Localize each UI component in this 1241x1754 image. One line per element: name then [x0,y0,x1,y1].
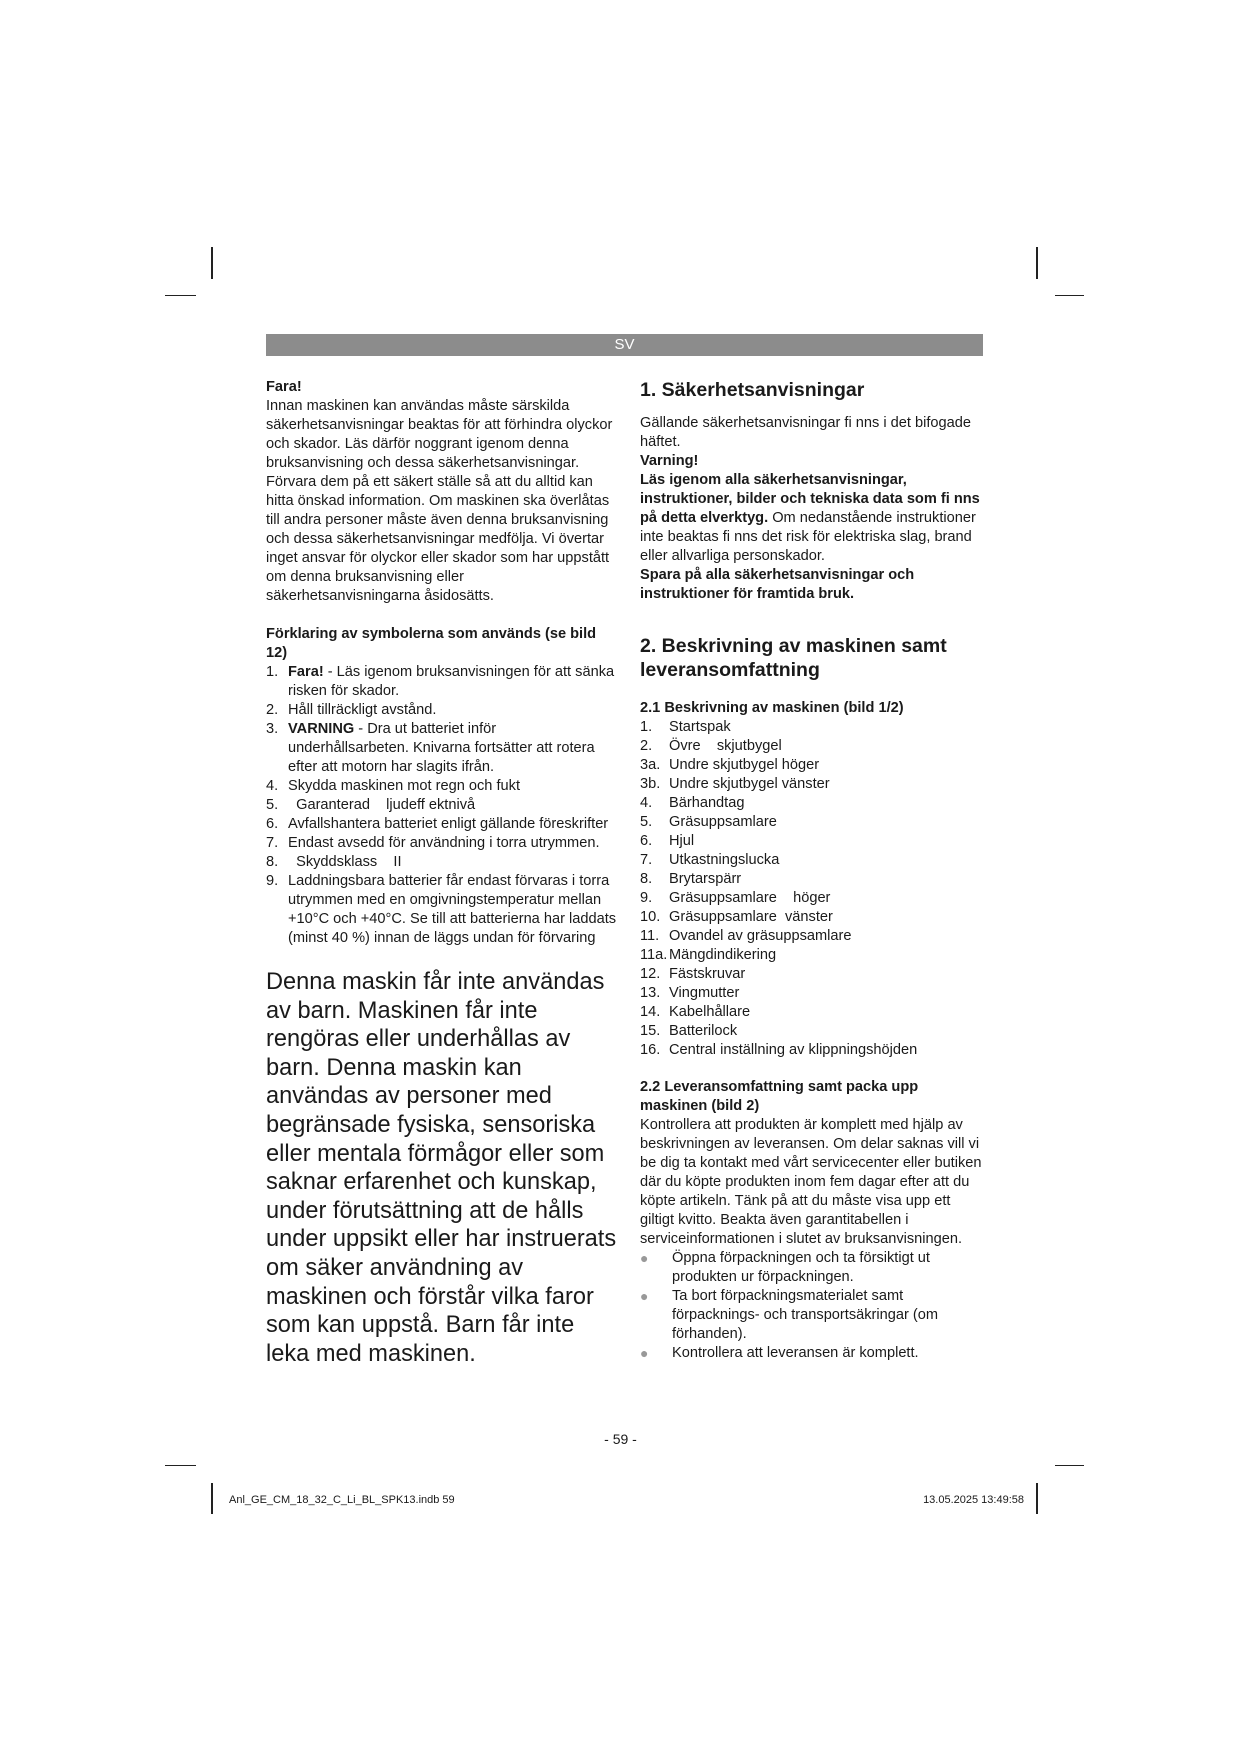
bullet-text: Kontrollera att leveransen är komplett. [672,1345,919,1361]
part-number: 7. [640,852,653,868]
crop-mark-bottom-right-horizontal [1055,1465,1084,1466]
symbol-desc: Endast avsedd för användning i torra utrymmen. [288,835,600,851]
symbol-item [266,853,621,872]
crop-mark-top-right-vertical [1036,247,1038,279]
footer-filename: Anl_GE_CM_18_32_C_Li_BL_SPK13.indb 59 [229,1494,455,1506]
part-label: Mängdindikering [669,947,777,963]
part-item [640,889,985,908]
symbol-desc: Skydda maskinen mot regn och fukt [288,778,520,794]
part-number: 2. [640,738,653,754]
right-column [640,378,985,1363]
part-label: Undre skjutbygel vänster [669,776,830,792]
symbol-text [288,853,621,872]
part-label: Utkastningslucka [669,852,780,868]
part-number: 12. [640,966,661,982]
crop-mark-bottom-left-horizontal [165,1465,196,1466]
part-label: Startspak [669,719,731,735]
part-number: 6. [640,833,653,849]
crop-mark-top-right-horizontal [1055,295,1084,296]
symbols-title: Förklaring av symbolerna som används (se bild 12) [266,626,597,661]
part-number: 4. [640,795,653,811]
bullet-item [640,1249,985,1287]
part-number: 5. [640,814,653,830]
symbol-desc: Håll tillräckligt avstånd. [288,702,437,718]
children-warning: Denna maskin får inte användas av barn. Maskinen får inte rengöras eller underhållas av barn. Denna maskin kan användas av personer med begränsade fysiska, sensoriska eller mentala förmågor eller som saknar erfarenhet och kunskap, under förutsättning att de hålls under uppsikt eller har instruerats om säker användning av maskinen och förstår vilka faror som kan uppstå. Barn får inte leka med maskinen. [266,969,617,1367]
part-label: Övre skjutbygel [669,738,782,754]
part-label: Bärhandtag [669,795,745,811]
section2-title: 2. Beskrivning av maskinen samt leveransomfattning [640,635,947,681]
bullet-text: Öppna förpackningen och ta försiktigt ut produkten ur förpackningen. [672,1250,930,1285]
symbol-desc: Skyddsklass II [288,854,402,870]
symbol-number: 9. [266,873,279,889]
part-number: 1. [640,719,653,735]
part-item [640,813,985,832]
section1-title: 1. Säkerhetsanvisningar [640,379,865,401]
symbol-desc: - Dra ut batteriet inför underhållsarbeten. Knivarna fortsätter att rotera efter att motorn har slagits ifrån. [288,721,599,775]
bullet-icon: ● [640,1250,649,1266]
warning-bold-text: Läs igenom alla säkerhetsanvisningar, instruktioner, bilder och tekniska data som fi nns på detta elverktyg. [640,472,980,526]
symbol-item [266,701,621,720]
save-instructions: Spara på alla säkerhetsanvisningar och instruktioner för framtida bruk. [640,567,915,602]
crop-mark-top-left-horizontal [165,295,196,296]
sub22-paragraph: Kontrollera att produkten är komplett med hjälp av beskrivningen av leveransen. Om delar saknas vill vi be dig ta kontakt med vårt servicecenter eller butiken där du köpte produkten inom fem dagar efter att du köpte artikeln. Tänk på att du måste visa upp ett giltigt kvitto. Beakta även garantitabellen i serviceinformationen i slutet av bruksanvisningen. [640,1117,982,1247]
warning-paragraph [640,471,985,566]
symbol-desc: Avfallshantera batteriet enligt gällande föreskrifter [288,816,609,832]
symbols-list [266,663,621,948]
bullet-icon: ● [640,1288,649,1304]
symbol-number: 5. [266,797,279,813]
page-number: - 59 - [604,1431,637,1447]
part-label: Gräsuppsamlare [669,814,777,830]
danger-title: Fara! [266,379,302,395]
symbol-number: 7. [266,835,279,851]
danger-text: Innan maskinen kan användas måste särskilda säkerhetsanvisningar beaktas för att förhindra olyckor och skador. Läs därför noggrant igenom denna bruksanvisning och dessa säkerhetsanvisningar. Förvara dem på ett säkert ställe så att du alltid kan hitta önskad information. Om maskinen ska överlåtas till andra personer måste även denna bruksanvisning och dessa säkerhetsanvisningar medfölja. Vi övertar inget ansvar för olyckor eller skador som har uppstått om denna bruksanvisning eller säkerhetsanvisningarna åsidosätts. [266,398,613,604]
crop-mark-top-left-vertical [211,247,213,279]
symbol-number: 2. [266,702,279,718]
bullet-icon: ● [640,1345,649,1361]
part-label: Ovandel av gräsuppsamlare [669,928,852,944]
part-number: 9. [640,890,653,906]
part-label: Fästskruvar [669,966,746,982]
part-item [640,1041,985,1060]
part-label: Undre skjutbygel höger [669,757,820,773]
part-number: 11a. [640,947,668,963]
part-item [640,794,985,813]
part-item [640,908,985,927]
symbol-item [266,815,621,834]
part-label: Vingmutter [669,985,740,1001]
symbol-desc: Garanterad ljudeff ektnivå [288,797,476,813]
parts-list [640,718,985,1060]
sub21-title: 2.1 Beskrivning av maskinen (bild 1/2) [640,700,904,716]
section1-paragraph: Gällande säkerhetsanvisningar fi nns i det bifogade häftet. [640,415,972,450]
bullet-item [640,1287,985,1344]
part-item [640,927,985,946]
part-item [640,851,985,870]
symbol-text [288,796,621,815]
part-item [640,965,985,984]
part-number: 10. [640,909,661,925]
bullet-item [640,1344,985,1363]
symbol-text [288,834,621,853]
part-item [640,832,985,851]
part-item [640,737,985,756]
unpack-bullets [640,1249,985,1363]
language-code: SV [614,336,635,353]
symbol-desc: - Läs igenom bruksanvisningen för att sänka risken för skador. [288,664,619,699]
symbol-item [266,663,621,701]
symbol-text [288,701,621,720]
part-item [640,1003,985,1022]
symbol-text [288,815,621,834]
symbol-number: 8. [266,854,279,870]
part-item [640,870,985,889]
part-label: Kabelhållare [669,1004,751,1020]
symbol-number: 3. [266,721,279,737]
symbol-text [288,777,621,796]
part-item [640,1022,985,1041]
part-item [640,756,985,775]
warning-title: Varning! [640,453,699,469]
warning-normal-text: Om nedanstående instruktioner inte beaktas fi nns det risk för elektriska slag, brand eller allvarliga personskador. [640,510,976,564]
sub22-title: 2.2 Leveransomfattning samt packa upp maskinen (bild 2) [640,1079,919,1114]
bullet-text: Ta bort förpackningsmaterialet samt förpacknings- och transportsäkringar (om förhanden). [672,1288,939,1342]
left-column [266,378,621,1368]
footer-timestamp: 13.05.2025 13:49:58 [923,1494,1024,1506]
part-number: 16. [640,1042,661,1058]
part-number: 15. [640,1023,661,1039]
symbol-item [266,872,621,948]
symbol-desc: Laddningsbara batterier får endast förvaras i torra utrymmen med en omgivningstemperatur mellan +10°C och +40°C. Se till att batterierna har laddats (minst 40 %) innan de läggs undan för förvaring [288,873,621,946]
part-label: Hjul [669,833,695,849]
symbol-number: 1. [266,664,279,680]
part-item [640,718,985,737]
part-number: 3a. [640,757,661,773]
language-header-bar [266,334,983,356]
crop-mark-bottom-left-vertical [211,1483,213,1514]
symbol-item [266,796,621,815]
part-label: Gräsuppsamlare vänster [669,909,833,925]
symbol-item [266,720,621,777]
part-number: 13. [640,985,661,1001]
part-item [640,775,985,794]
symbol-number: 6. [266,816,279,832]
symbol-item [266,834,621,853]
symbol-bold: Fara! [288,664,324,680]
part-label: Gräsuppsamlare höger [669,890,831,906]
part-item [640,984,985,1003]
crop-mark-bottom-right-vertical [1036,1483,1038,1514]
symbol-item [266,777,621,796]
part-number: 14. [640,1004,661,1020]
symbol-text [288,872,621,948]
part-item [640,946,985,965]
symbol-bold: VARNING [288,721,355,737]
part-label: Brytarspärr [669,871,742,887]
part-label: Batterilock [669,1023,738,1039]
symbol-text [288,663,621,701]
symbol-number: 4. [266,778,279,794]
part-number: 3b. [640,776,661,792]
symbol-text [288,720,621,777]
part-number: 11. [640,928,660,944]
part-number: 8. [640,871,653,887]
part-label: Central inställning av klippningshöjden [669,1042,918,1058]
